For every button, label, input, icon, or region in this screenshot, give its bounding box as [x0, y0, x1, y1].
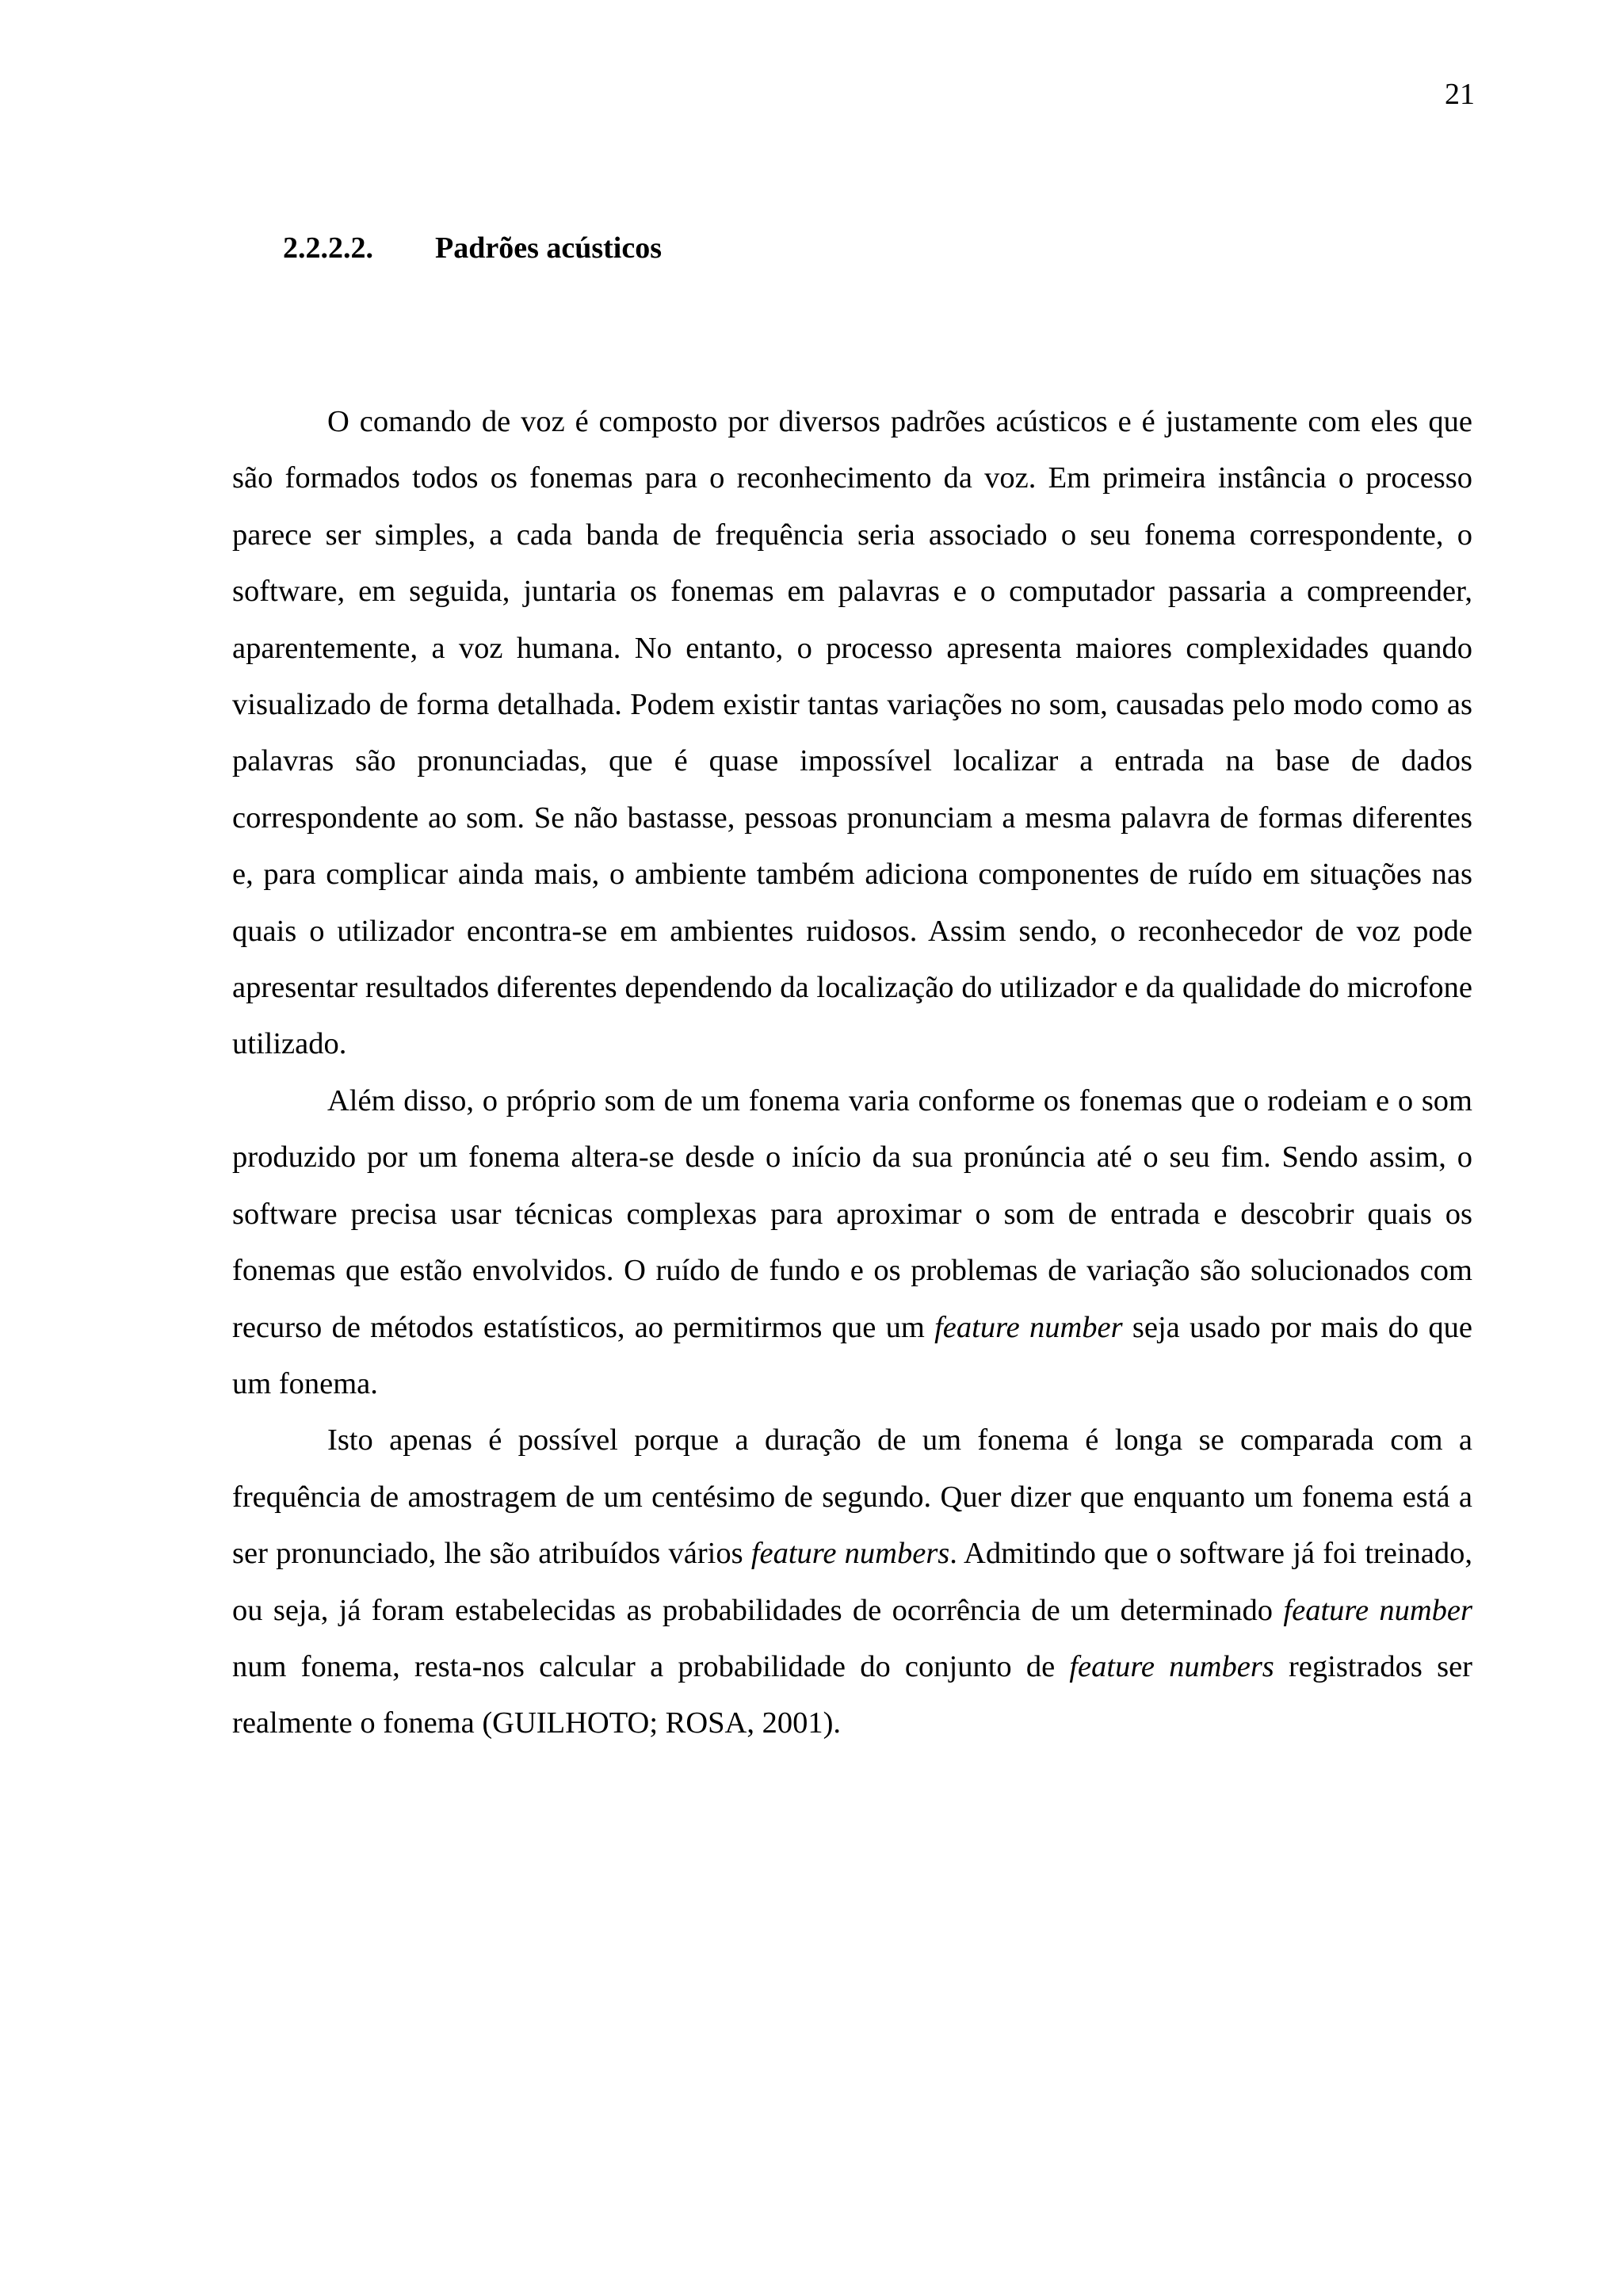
text-run: Isto apenas é possível porque a duração de um fonema é longa se comparada com a frequência de amostragem de um centésimo de segundo. Quer dizer que enquanto um fonema está a ser pronunciado, lhe são atribuídos vários [232, 1423, 1472, 1571]
section-title: Padrões acústicos [435, 231, 663, 265]
italic-term: feature number [934, 1310, 1123, 1344]
section-heading [283, 233, 662, 263]
italic-term: feature number [1283, 1593, 1473, 1627]
text-run: Além disso, o próprio som de um fonema varia conforme os fonemas que o rodeiam e o som produzido por um fonema altera-se desde o início da sua pronúncia até o seu fim. Sendo assim, o software precisa usar técnicas complexas para aproximar o som de entrada e descobrir quais os fonemas que estão envolvidos. O ruído de fundo e os problemas de variação são solucionados com recurso de métodos estatísticos, ao permitirmos que um [232, 1083, 1472, 1344]
text-run: num fonema, resta-nos calcular a probabilidade do conjunto de [232, 1649, 1070, 1683]
italic-term: feature numbers [750, 1537, 950, 1571]
italic-term: feature numbers [1069, 1649, 1274, 1683]
paragraph [232, 394, 1472, 1073]
paragraph [232, 1412, 1472, 1752]
section-number: 2.2.2.2. [283, 231, 373, 265]
text-run: seja usado por mais do que um fonema. [232, 1310, 1472, 1400]
text-run: registrados ser realmente o fonema (GUILHOTO; ROSA, 2001). [232, 1649, 1472, 1740]
paragraph [232, 1073, 1472, 1412]
body-text [232, 394, 1472, 1752]
text-run: O comando de voz é composto por diversos padrões acústicos e é justamente com eles que são formados todos os fonemas para o reconhecimento da voz. Em primeira instância o processo parece ser simples, a cada banda de frequência seria associado o seu fonema correspondente, o software, em seguida, juntaria os fonemas em palavras e o computador passaria a compreender, aparentemente, a voz humana. No entanto, o processo apresenta maiores complexidades quando visualizado de forma detalhada. Podem existir tantas variações no som, causadas pelo modo como as palavras são pronunciadas, que é quase impossível localizar a entrada na base de dados correspondente ao som. Se não bastasse, pessoas pronunciam a mesma palavra de formas diferentes e, para complicar ainda mais, o ambiente também adiciona componentes de ruído em situações nas quais o utilizador encontra-se em ambientes ruidosos. Assim sendo, o reconhecedor de voz pode apresentar resultados diferentes dependendo da localização do utilizador e da qualidade do microfone utilizado. [232, 405, 1472, 1061]
text-run: . Admitindo que o software já foi treinado, ou seja, já foram estabelecidas as probabilidades de ocorrência de um determinado [232, 1537, 1472, 1627]
page-number: 21 [1445, 78, 1475, 111]
